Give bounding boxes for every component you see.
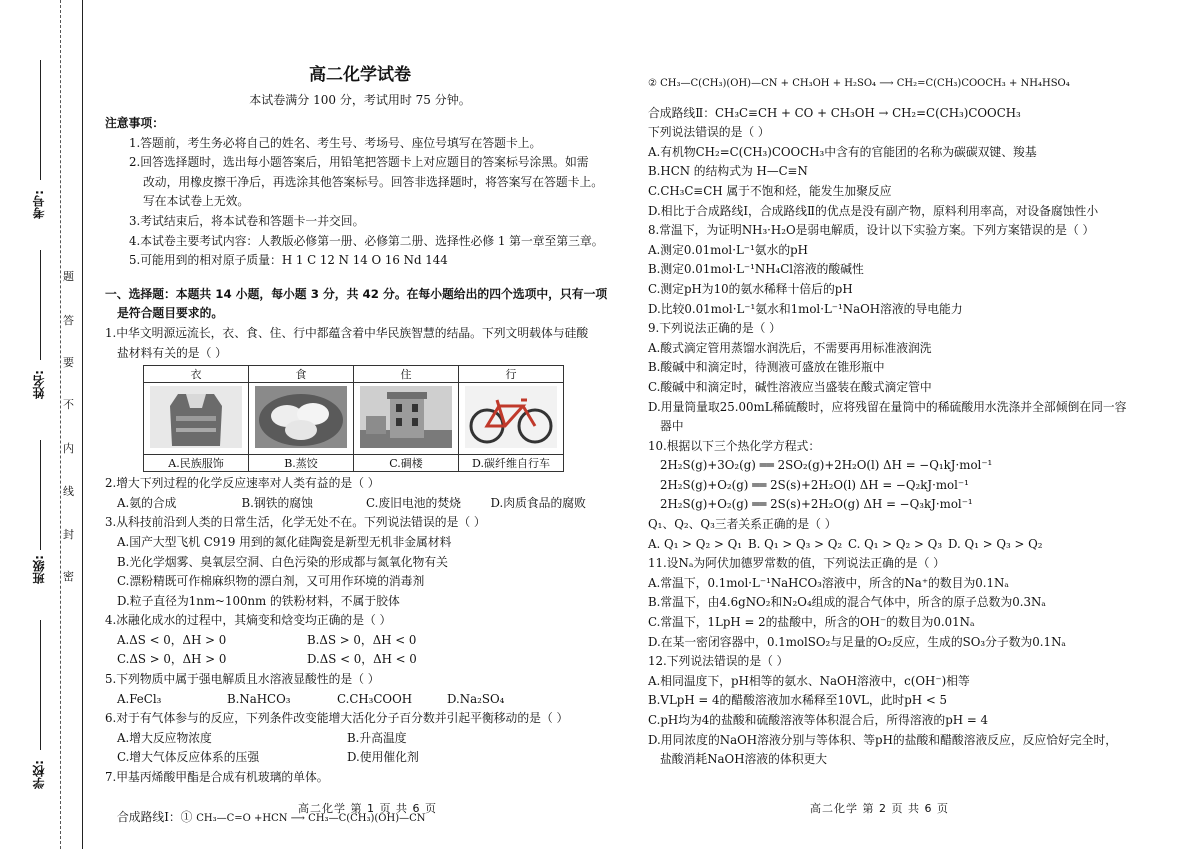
q6-options <box>105 748 577 768</box>
q1-image-table <box>143 365 564 472</box>
thermo-equation: 2H₂S(g)+O₂(g) ══ 2S(s)+2H₂O(l) ΔH = −Q₂kJ·mol⁻¹ <box>660 477 969 492</box>
option: B.光化学烟雾、臭氧层空洞、白色污染的形成都与氮氧化物有关 <box>117 554 448 569</box>
option: D.相比于合成路线Ⅰ，合成路线Ⅱ的优点是没有副产物，原料利用率高，对设备腐蚀性小 <box>648 203 1099 218</box>
option: D.肉质食品的腐败 <box>490 495 586 510</box>
option: B.测定0.01mol·L⁻¹NH₄Cl溶液的酸碱性 <box>648 262 864 277</box>
option: A.ΔS < 0，ΔH > 0 <box>117 632 227 647</box>
seal-char: 答 <box>63 314 74 327</box>
question-11: 11.设Nₐ为阿伏加德罗常数的值，下列说法正确的是（ ） <box>648 556 945 571</box>
option: A.相同温度下，pH相等的氨水、NaOH溶液中，c(OH⁻)相等 <box>648 673 970 688</box>
image-caption: B.蒸饺 <box>249 455 354 472</box>
question-10: 10.根据以下三个热化学方程式： <box>648 438 821 453</box>
option: C.测定pH为10的氨水稀释十倍后的pH <box>648 281 853 296</box>
question-8: 8.常温下，为证明NH₃·H₂O是弱电解质，设计以下实验方案。下列方案错误的是（ ） <box>648 223 1095 238</box>
table-header: 行 <box>459 366 564 383</box>
option: A.氨的合成 <box>117 495 177 510</box>
option: A.有机物CH₂=C(CH₃)COOCH₃中含有的官能团的名称为碳碳双键、羧基 <box>648 144 1037 159</box>
q6-options <box>105 729 577 749</box>
q4-options <box>105 650 497 670</box>
table-header: 住 <box>354 366 459 383</box>
question-12: 12.下列说法错误的是（ ） <box>648 654 789 669</box>
question-10-ask: Q₁、Q₂、Q₃三者关系正确的是（ ） <box>648 517 837 532</box>
field-class: 班级: <box>32 555 46 584</box>
option: B. Q₁ > Q₃ > Q₂ <box>748 536 843 551</box>
image-caption: A.民族服饰 <box>144 455 249 472</box>
option: A.FeCl₃ <box>117 691 162 706</box>
option: B.钢铁的腐蚀 <box>241 495 313 510</box>
question-3: 3.从科技前沿到人类的日常生活，化学无处不在。下列说法错误的是（ ） <box>105 515 486 530</box>
option: B.HCN 的结构式为 H—C≡N <box>648 164 808 179</box>
seal-dashed-line <box>60 0 61 849</box>
option: A.测定0.01mol·L⁻¹氨水的pH <box>648 242 808 257</box>
option: C.漂粉精既可作棉麻织物的漂白剂，又可用作环境的消毒剂 <box>117 574 425 589</box>
option: D.使用催化剂 <box>347 750 419 765</box>
route-1-step-2: ② CH₃—C(CH₃)(OH)—CN + CH₃OH + H₂SO₄ ⟶ CH₂=C(CH₃)COOCH₃ + NH₄HSO₄ <box>648 78 1070 89</box>
question-6: 6.对于有气体参与的反应，下列条件改变能增大活化分子百分数并引起平衡移动的是（ ） <box>105 711 569 726</box>
thermo-equation: 2H₂S(g)+3O₂(g) ══ 2SO₂(g)+2H₂O(l) ΔH = −Q₁kJ·mol⁻¹ <box>660 458 993 473</box>
option: B.VLpH = 4的醋酸溶液加水稀释至10VL，此时pH < 5 <box>648 693 947 708</box>
notes-heading: 注意事项： <box>105 116 164 130</box>
question-1: 1.中华文明源远流长，衣、食、住、行中都蕴含着中华民族智慧的结晶。下列文明载体与硅酸 <box>105 325 589 340</box>
seal-char: 封 <box>63 528 74 541</box>
page-title: 高二化学试卷 <box>309 65 411 85</box>
option: D.粒子直径为1nm~100nm 的铁粉材料，不属于胶体 <box>117 593 400 608</box>
option: D.用同浓度的NaOH溶液分别与等体积、等pH的盐酸和醋酸溶液反应，反应恰好完全时， <box>648 732 1118 747</box>
field-exam-number: 考号: <box>32 190 46 219</box>
route-1-label: 合成路线Ⅰ：① <box>117 809 193 824</box>
option: 器中 <box>660 419 684 434</box>
option: D.比较0.01mol·L⁻¹氨水和1mol·L⁻¹NaOH溶液的导电能力 <box>648 301 963 316</box>
option: D.ΔS < 0，ΔH < 0 <box>307 652 417 667</box>
field-name: 姓名: <box>32 370 46 399</box>
seal-char: 要 <box>63 356 74 369</box>
option: D.Na₂SO₄ <box>447 691 505 706</box>
option: A.常温下，0.1mol·L⁻¹NaHCO₃溶液中，所含的Na⁺的数目为0.1Nₐ <box>648 575 1009 590</box>
question-9: 9.下列说法正确的是（ ） <box>648 321 781 336</box>
option: B.升高温度 <box>347 730 407 745</box>
question-7-ask: 下列说法错误的是（ ） <box>648 125 770 140</box>
bicycle-image <box>465 386 557 448</box>
note-item: 改动，用橡皮擦干净后，再选涂其他答案标号。回答非选择题时，将答案写在答题卡上。 <box>143 174 604 189</box>
option: A.增大反应物浓度 <box>117 730 212 745</box>
q2-options <box>105 494 615 514</box>
watchtower-image <box>360 386 452 448</box>
ethnic-costume-image <box>150 386 242 448</box>
option: D.用量筒量取25.00mL稀硫酸时，应将残留在量筒中的稀硫酸用水洗涤并全部倾倒在同一容 <box>648 399 1127 414</box>
route-1-equation: CH₃—C=O +HCN ⟶ CH₃—C(CH₃)(OH)—CN <box>196 812 426 824</box>
option: C.废旧电池的焚烧 <box>366 495 461 510</box>
seal-char: 题 <box>63 270 74 283</box>
option: C.CH₃COOH <box>337 691 413 706</box>
seal-solid-line <box>82 0 83 849</box>
option: C.ΔS > 0，ΔH > 0 <box>117 652 227 667</box>
section-heading: 是符合题目要求的。 <box>117 306 224 321</box>
image-caption: C.碉楼 <box>354 455 459 472</box>
page-left <box>105 60 615 828</box>
option: C.常温下，1LpH = 2的盐酸中，所含的OH⁻的数目为0.01Nₐ <box>648 615 975 630</box>
option: C.pH均为4的盐酸和硫酸溶液等体积混合后，所得溶液的pH = 4 <box>648 713 988 727</box>
option: D.在某一密闭容器中，0.1molSO₂与足量的O₂反应，生成的SO₃分子数为0.1Nₐ <box>648 634 1066 649</box>
thermo-equation: 2H₂S(g)+O₂(g) ══ 2S(s)+2H₂O(g) ΔH = −Q₃kJ·mol⁻¹ <box>660 497 973 512</box>
seal-char: 线 <box>63 485 74 498</box>
field-underline <box>40 440 41 550</box>
option: C.增大气体反应体系的压强 <box>117 750 260 765</box>
question-2: 2.增大下列过程的化学反应速率对人类有益的是（ ） <box>105 476 380 491</box>
seal-char: 密 <box>63 570 74 583</box>
option: B.NaHCO₃ <box>227 691 291 706</box>
option: D. Q₁ > Q₃ > Q₂ <box>948 536 1043 551</box>
binding-margin <box>0 0 90 849</box>
option: A. Q₁ > Q₂ > Q₁ <box>648 536 742 551</box>
note-item: 写在本试卷上无效。 <box>143 194 250 209</box>
q5-options <box>105 690 557 710</box>
option: B.ΔS > 0，ΔH < 0 <box>307 632 417 647</box>
option: C.酸碱中和滴定时，碱性溶液应当盛装在酸式滴定管中 <box>648 379 932 394</box>
table-header: 食 <box>249 366 354 383</box>
field-underline <box>40 60 41 180</box>
note-item: 5.可能用到的相对原子质量：H 1 C 12 N 14 O 16 Nd 144 <box>129 253 448 268</box>
seal-char: 不 <box>63 398 74 411</box>
question-1: 盐材料有关的是（ ） <box>117 345 227 360</box>
option: C.CH₃C≡CH 属于不饱和烃，能发生加聚反应 <box>648 183 892 198</box>
q4-options <box>105 631 497 651</box>
page-footer-right: 高二化学 第 2 页 共 6 页 <box>810 802 949 815</box>
question-7: 7.甲基丙烯酸甲酯是合成有机玻璃的单体。 <box>105 770 329 785</box>
route-2: 合成路线Ⅱ：CH₃C≡CH + CO + CH₃OH → CH₂=C(CH₃)COOCH₃ <box>648 105 1021 120</box>
page-subtitle: 本试卷满分 100 分，考试用时 75 分钟。 <box>249 93 471 107</box>
note-item: 3.考试结束后，将本试卷和答题卡一并交回。 <box>129 213 365 228</box>
question-5: 5.下列物质中属于强电解质且水溶液显酸性的是（ ） <box>105 672 380 687</box>
seal-char: 内 <box>63 442 74 455</box>
page-footer-left: 高二化学 第 1 页 共 6 页 <box>298 802 437 815</box>
section-heading: 一、选择题：本题共 14 小题，每小题 3 分，共 42 分。在每小题给出的四个选项中，只有一项 <box>105 286 608 301</box>
table-header: 衣 <box>144 366 249 383</box>
image-caption: D.碳纤维自行车 <box>459 455 564 472</box>
option: B.酸碱中和滴定时，待测液可盛放在锥形瓶中 <box>648 360 885 375</box>
question-4: 4.冰融化成水的过程中，其熵变和焓变均正确的是（ ） <box>105 613 392 628</box>
option: A.国产大型飞机 C919 用到的氮化硅陶瓷是新型无机非金属材料 <box>117 534 452 549</box>
page-right <box>648 74 1168 770</box>
note-item: 1.答题前，考生务必将自己的姓名、考生号、考场号、座位号填写在答题卡上。 <box>129 135 542 150</box>
note-item: 2.回答选择题时，选出每小题答案后，用铅笔把答题卡上对应题目的答案标号涂黑。如需 <box>129 155 589 170</box>
option: A.酸式滴定管用蒸馏水润洗后，不需要再用标准液润洗 <box>648 340 932 355</box>
field-underline <box>40 620 41 750</box>
steamed-dumplings-image <box>255 386 347 448</box>
note-item: 4.本试卷主要考试内容：人教版必修第一册、必修第二册、选择性必修 1 第一章至第三章。 <box>129 233 604 248</box>
field-underline <box>40 250 41 360</box>
option: B.常温下，由4.6gNO₂和N₂O₄组成的混合气体中，所含的原子总数为0.3Nₐ <box>648 595 1046 610</box>
field-school: 学校: <box>32 760 46 789</box>
option: C. Q₁ > Q₂ > Q₃ <box>848 536 943 551</box>
q10-options <box>648 535 1048 555</box>
option: 盐酸消耗NaOH溶液的体积更大 <box>660 752 828 767</box>
